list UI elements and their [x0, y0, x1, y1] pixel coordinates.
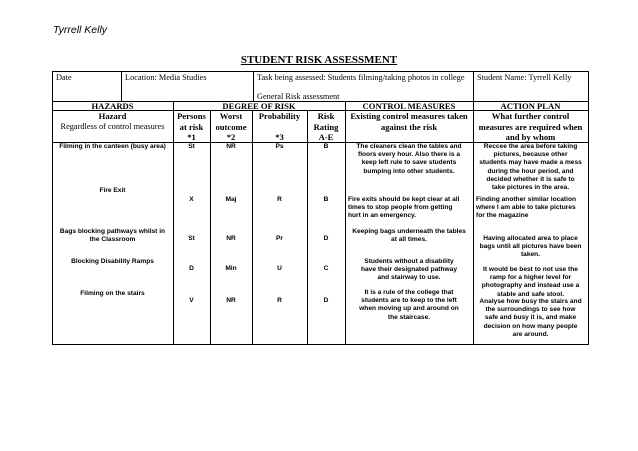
- worst-value: NR: [226, 143, 236, 150]
- action-line: students may have made a mess: [479, 159, 582, 167]
- page-title: STUDENT RISK ASSESSMENT: [240, 54, 398, 66]
- action-line: for the magazine: [476, 212, 529, 220]
- table-border-top: [52, 71, 589, 72]
- control-line: times to stop people from getting: [348, 204, 453, 212]
- section-control-measures: CONTROL MEASURES: [362, 101, 456, 111]
- control-text: [345, 143, 473, 176]
- control-line: bumping into other students.: [363, 167, 455, 175]
- control-text: [348, 196, 473, 221]
- col-header-hazard-sub: Regardless of control measures: [60, 121, 165, 131]
- probability-value: R: [277, 196, 282, 203]
- worst-value: NR: [226, 235, 236, 242]
- action-line: during the hour period, and: [487, 167, 574, 175]
- col-header-risk: [307, 111, 345, 143]
- table-row-hazard: [52, 187, 173, 195]
- col-header-risk-line1: Risk: [317, 111, 335, 121]
- control-text: [345, 258, 473, 283]
- table-border-right: [588, 71, 589, 345]
- risk-value: B: [323, 143, 329, 150]
- action-line: Having allocated area to place: [483, 235, 578, 242]
- task-label: Task being assessed: Students filming/taking photos in college: [257, 73, 465, 82]
- col-header-persons: [173, 111, 210, 143]
- worst-value: NR: [226, 297, 236, 304]
- date-label: Date: [56, 73, 72, 82]
- persons-value: X: [189, 196, 194, 203]
- col-header-control-line2: against the risk: [380, 121, 438, 132]
- col-header-worst-line1: Worst: [219, 111, 243, 121]
- col-header-probability: [252, 111, 307, 143]
- control-line: and stairway to use.: [377, 274, 441, 282]
- probability-value: Pr: [276, 235, 283, 242]
- hazard-text: Bags blocking pathways whilst in: [59, 228, 166, 235]
- control-line: Keeping bags underneath the tables: [352, 228, 466, 235]
- student-name-label: Student Name: Tyrrell Kelly: [477, 73, 572, 82]
- control-line: Fire exits should be kept clear at all: [348, 196, 460, 203]
- col-header-persons-line1: Persons: [177, 111, 206, 121]
- task-sublabel: General Risk assessment: [257, 92, 340, 101]
- action-line: safe and busy it is, and make: [484, 314, 577, 322]
- section-hazards: HAZARDS: [91, 101, 134, 111]
- location-label: Location: Media Studies: [125, 73, 207, 82]
- col-header-control: [345, 111, 473, 132]
- col-header-worst-line3: *2: [226, 132, 236, 142]
- control-text: [345, 228, 473, 244]
- col-header-risk-line2: Rating: [313, 121, 339, 132]
- action-line: photography and instead use a: [481, 282, 580, 290]
- action-line: take pictures in the area.: [491, 184, 570, 192]
- col-line: [121, 71, 122, 101]
- section-action-plan: ACTION PLAN: [500, 101, 561, 111]
- risk-value: C: [323, 265, 329, 272]
- action-line: stable and safe stool.: [496, 290, 565, 298]
- action-line: taken.: [520, 251, 541, 259]
- action-line: pictures, because other: [493, 151, 568, 159]
- table-row-hazard: [52, 290, 173, 298]
- control-line: at all times.: [391, 236, 427, 244]
- col-header-worst: [210, 111, 252, 143]
- probability-value: R: [277, 297, 282, 304]
- col-header-action: [473, 111, 588, 143]
- col-header-persons-line3: *1: [187, 132, 196, 142]
- action-text: [476, 196, 588, 221]
- col-line: [473, 71, 474, 101]
- hazard-text: the Classroom: [89, 236, 136, 244]
- action-line: where I am able to take pictures: [476, 204, 576, 212]
- action-line: decided whether it is safe to: [486, 175, 575, 183]
- control-line: when moving up and around on: [359, 305, 459, 313]
- risk-value: D: [323, 297, 329, 304]
- author-name: Tyrrell Kelly: [53, 24, 108, 36]
- action-text: [473, 266, 588, 299]
- persons-value: St: [188, 143, 195, 150]
- action-line: bags until all pictures have been: [479, 243, 582, 251]
- control-line: hurt in an emergency.: [348, 212, 417, 220]
- col-header-action-line2: measures are required when: [478, 121, 583, 132]
- col-header-action-line3: and by whom: [505, 132, 556, 142]
- action-line: It would be best to not use the: [483, 266, 578, 273]
- worst-value: Maj: [225, 196, 237, 203]
- probability-value: U: [277, 265, 282, 272]
- col-header-probability-line1: Probability: [258, 111, 301, 121]
- table-row-hazard: [52, 143, 173, 151]
- control-line: It is a rule of the college that: [364, 289, 454, 296]
- persons-value: D: [189, 265, 194, 272]
- worst-value: Min: [225, 265, 237, 272]
- col-header-risk-line3: A-E: [318, 132, 334, 142]
- action-line: Finding another similar location: [476, 196, 577, 203]
- control-text: [345, 289, 473, 322]
- hazard-text: Blocking Disability Ramps: [71, 258, 154, 265]
- table-row-hazard: [52, 228, 173, 244]
- control-line: the staircase.: [387, 313, 431, 321]
- persons-value: V: [189, 297, 194, 304]
- action-line: ramp for a higher level for: [489, 274, 572, 282]
- col-header-control-line1: Existing control measures taken: [350, 111, 468, 121]
- control-line: floors every hour. Also there is a: [358, 151, 460, 159]
- control-line: keep left rule to save students: [361, 159, 457, 167]
- table-border-bottom: [52, 344, 589, 345]
- col-header-action-line1: What further control: [491, 111, 570, 121]
- action-text: [473, 143, 588, 192]
- section-degree-of-risk: DEGREE OF RISK: [222, 101, 296, 111]
- col-header-worst-line2: outcome: [215, 121, 247, 132]
- control-line: have their designated pathway: [360, 266, 457, 274]
- persons-value: St: [188, 235, 195, 242]
- hazard-text: Filming on the stairs: [80, 290, 145, 297]
- col-header-persons-line2: at risk: [179, 121, 204, 132]
- col-line: [253, 71, 254, 101]
- action-text: [473, 235, 588, 260]
- col-header-probability-line3: *3: [275, 132, 284, 142]
- risk-value: D: [323, 235, 329, 242]
- action-line: are around.: [512, 330, 549, 338]
- action-line: decision on how many people: [483, 322, 578, 330]
- control-line: The cleaners clean the tables and: [356, 143, 462, 150]
- probability-value: Ps: [275, 143, 284, 150]
- action-line: the surroundings to see how: [485, 306, 576, 314]
- hazard-text: Filming in the canteen (busy area): [59, 143, 166, 150]
- action-line: Analyse how busy the stairs and: [479, 298, 582, 305]
- control-line: Students without a disability: [364, 258, 454, 265]
- action-line: Reccee the area before taking: [483, 143, 578, 150]
- table-row-hazard: [52, 258, 173, 266]
- action-text: [473, 298, 588, 339]
- hazard-text: Fire Exit: [99, 187, 126, 194]
- col-header-hazard: [52, 111, 173, 132]
- risk-value: B: [323, 196, 329, 203]
- control-line: students are to keep to the left: [361, 297, 457, 305]
- col-header-hazard-title: Hazard: [98, 111, 127, 121]
